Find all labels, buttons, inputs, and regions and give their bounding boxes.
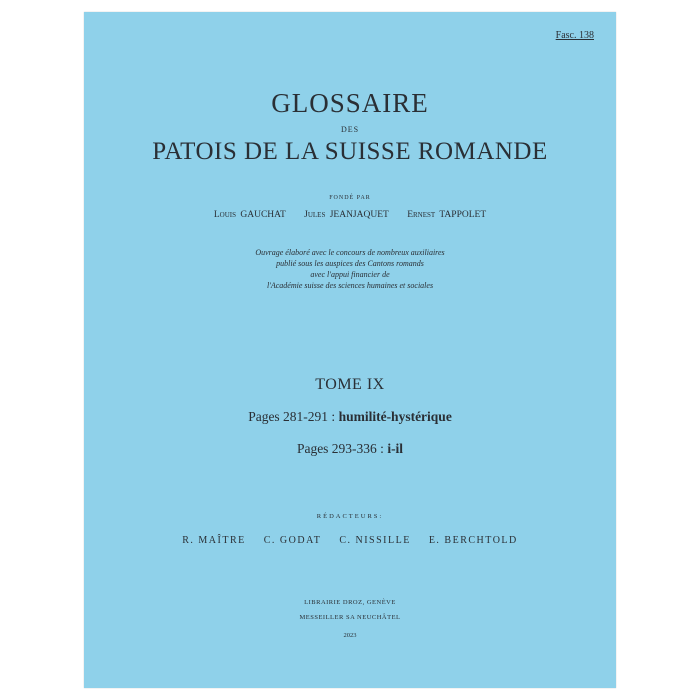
editor-name: C. GODAT bbox=[263, 535, 322, 546]
pages-entry: humilité-hystérique bbox=[338, 409, 452, 424]
subtitle: PATOIS DE LA SUISSE ROMANDE bbox=[152, 138, 548, 165]
pages-range: Pages 281-291 : bbox=[248, 409, 336, 424]
editors bbox=[84, 535, 616, 546]
description-line: l'Académie suisse des sciences humaines et sociales bbox=[266, 281, 434, 290]
publisher-line: LIBRAIRIE DROZ, GENÈVE bbox=[304, 599, 396, 606]
description-line: publié sous les auspices des Cantons romands bbox=[276, 259, 424, 268]
editors-label: RÉDACTEURS: bbox=[316, 513, 384, 520]
book-cover bbox=[84, 12, 616, 688]
fascicle-number: Fasc. 138 bbox=[555, 30, 594, 41]
founders bbox=[84, 210, 616, 220]
publisher-line: MESSEILLER SA NEUCHÂTEL bbox=[299, 614, 401, 621]
editor-name: C. NISSILLE bbox=[339, 535, 411, 546]
pages-range: Pages 293-336 : bbox=[296, 441, 384, 456]
title-connector: DES bbox=[340, 125, 360, 134]
founded-by-label: FONDÉ PAR bbox=[329, 195, 371, 201]
founder-name: Jules JEANJAQUET bbox=[304, 210, 389, 220]
editor-name: E. BERCHTOLD bbox=[428, 535, 518, 546]
pages-line bbox=[84, 409, 616, 425]
tome-label: TOME IX bbox=[315, 376, 385, 393]
founder-name: Ernest TAPPOLET bbox=[407, 210, 487, 220]
title: GLOSSAIRE bbox=[271, 88, 429, 118]
editor-name: R. MAÎTRE bbox=[182, 535, 246, 546]
founder-name: Louis GAUCHAT bbox=[213, 210, 286, 220]
pages-entry: i-il bbox=[387, 441, 404, 456]
description-line: avec l'appui financier de bbox=[310, 270, 390, 279]
publication-year: 2023 bbox=[343, 632, 357, 639]
description bbox=[84, 247, 616, 291]
description-line: Ouvrage élaboré avec le concours de nombreux auxiliaires bbox=[255, 248, 445, 257]
pages-line bbox=[84, 441, 616, 457]
publisher bbox=[84, 595, 616, 625]
